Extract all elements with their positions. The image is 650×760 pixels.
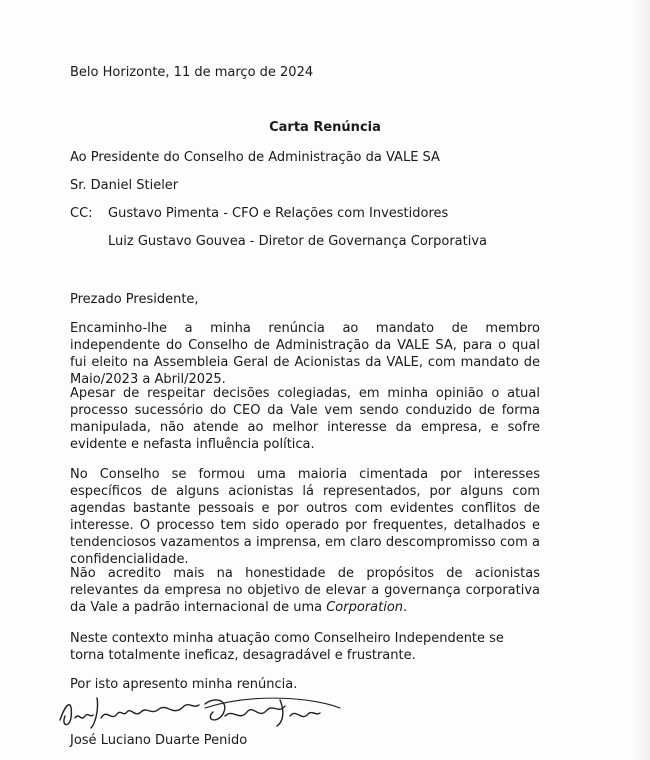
paragraph-4-italic: Corporation xyxy=(326,600,404,615)
paragraph-3: No Conselho se formou uma maioria cimentada por interesses específicos de alguns acionistas lá representados, por alguns com agendas bastante pessoais e por outros com evidentes conflitos de interesse. O processo tem sido operado por frequentes, detalhados e tendenciosos vazamentos a imprensa, em claro descompromisso com a confidencialidade. xyxy=(70,467,540,567)
cc-label: CC: xyxy=(70,206,93,221)
paragraph-4 xyxy=(70,565,540,616)
signatory-name: José Luciano Duarte Penido xyxy=(70,733,248,748)
paragraph-4-end: . xyxy=(403,600,408,615)
addressee-name: Sr. Daniel Stieler xyxy=(70,178,179,193)
paragraph-2: Apesar de respeitar decisões colegiadas, em minha opinião o atual processo sucessório do CEO da Vale vem sendo conduzido de forma manipulada, não atende ao melhor interesse da empresa, e sofre evidente e nefasta influência política. xyxy=(70,386,540,452)
paragraph-1: Encaminho-lhe a minha renúncia ao mandato de membro independente do Conselho de Administração da VALE SA, para o qual fui eleito na Assembleia Geral de Acionistas da VALE, com mandato de Maio/2023 a Abril/2025. xyxy=(70,321,540,387)
paragraph-4-text: Não acredito mais na honestidade de propósitos de acionistas relevantes da empresa no objetivo de elevar a governança corporativa da Vale a padrão internacional de uma xyxy=(70,566,540,615)
cc-recipient-1: Gustavo Pimenta - CFO e Relações com Investidores xyxy=(108,206,449,221)
greeting: Prezado Presidente, xyxy=(70,292,199,307)
handwritten-signature xyxy=(55,690,355,735)
letter-title: Carta Renúncia xyxy=(269,120,381,135)
addressee-line: Ao Presidente do Conselho de Administração da VALE SA xyxy=(70,150,440,165)
place-date: Belo Horizonte, 11 de março de 2024 xyxy=(70,65,314,80)
scan-edge-shadow xyxy=(632,0,650,760)
cc-recipient-2: Luiz Gustavo Gouvea - Diretor de Governança Corporativa xyxy=(108,234,488,249)
paragraph-5: Neste contexto minha atuação como Conselheiro Independente se torna totalmente ineficaz, desagradável e frustrante. xyxy=(70,631,504,663)
paragraph-6: Por isto apresento minha renúncia. xyxy=(70,677,298,692)
